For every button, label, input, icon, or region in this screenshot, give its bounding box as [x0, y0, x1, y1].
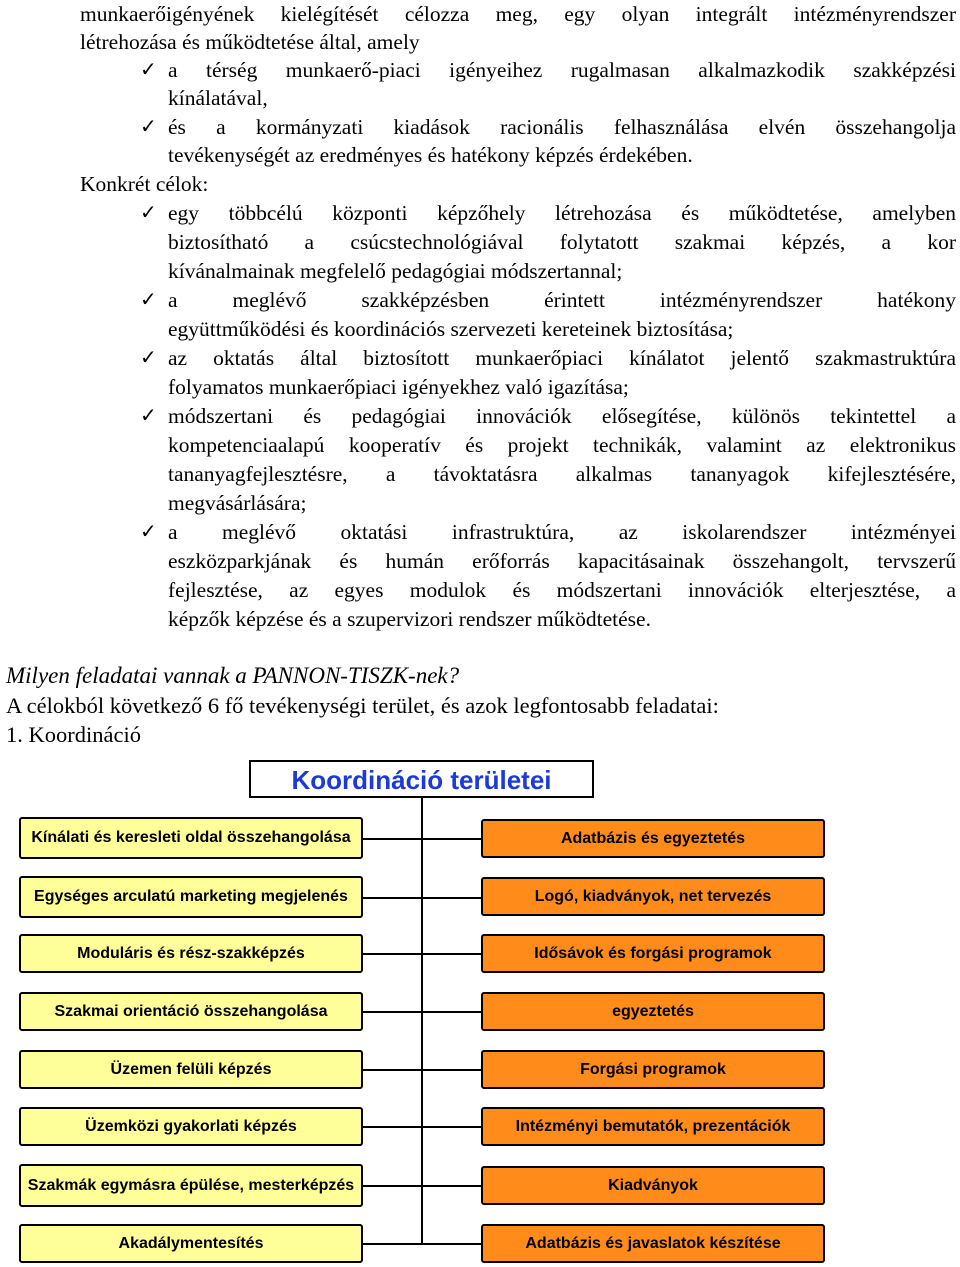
connector-right-5 [422, 1069, 481, 1071]
left-box-6: Üzemközi gyakorlati képzés [19, 1107, 363, 1146]
goal-5-line-2: eszközparkjának és humán erőforrás kapacitásainak összehangolt, tervszerű [168, 549, 956, 573]
goal-4-line-2: kompetenciaalapú kooperatív és projekt technikák, valamint az elektronikus [168, 433, 956, 457]
connector-left-5 [363, 1069, 422, 1071]
check-icon: ✓ [140, 116, 157, 138]
goal-3-line-2: folyamatos munkaerőpiaci igényekhez való igazítása; [168, 375, 629, 399]
goal-5-line-3: fejlesztése, az egyes modulok és módszertani innovációk elterjesztése, a [168, 578, 956, 602]
goal-3-line-1: az oktatás által biztosított munkaerőpiaci kínálatot jelentő szakmastruktúra [168, 346, 956, 370]
goal-4-line-1: módszertani és pedagógiai innovációk elősegítése, különös tekintettel a [168, 404, 956, 428]
goal-2-line-2: együttműködési és koordinációs szervezeti kereteinek biztosítása; [168, 317, 734, 341]
connector-left-6 [363, 1126, 422, 1128]
connector-left-8 [363, 1243, 422, 1245]
connector-left-7 [363, 1185, 422, 1187]
goal-2-line-1: a meglévő szakképzésben érintett intézményrendszer hatékony [168, 288, 956, 312]
right-box-8: Adatbázis és javaslatok készítése [481, 1224, 825, 1263]
connector-right-4 [422, 1011, 481, 1013]
connector-left-4 [363, 1011, 422, 1013]
check-icon: ✓ [140, 59, 157, 81]
left-box-7: Szakmák egymásra épülése, mesterképzés [19, 1164, 363, 1207]
connector-right-6 [422, 1126, 481, 1128]
intro-bullet-2-line-2: tevékenységét az eredményes és hatékony képzés érdekében. [168, 143, 693, 167]
connector-left-2 [363, 897, 422, 899]
right-box-1: Adatbázis és egyeztetés [481, 819, 825, 858]
right-box-7: Kiadványok [481, 1166, 825, 1205]
goal-4-line-3: tananyagfejlesztésre, a távoktatásra alkalmas tananyagok kifejlesztésére, [168, 462, 956, 486]
intro-line-2: létrehozása és működtetése által, amely [80, 30, 420, 54]
left-box-5: Üzemen felüli képzés [19, 1050, 363, 1089]
right-box-4: egyeztetés [481, 992, 825, 1031]
intro-bullet-1-line-2: kínálatával, [168, 86, 268, 110]
connector-right-7 [422, 1185, 481, 1187]
left-box-8: Akadálymentesítés [19, 1224, 363, 1263]
connector-left-1 [363, 838, 422, 840]
check-icon: ✓ [140, 289, 157, 311]
check-icon: ✓ [140, 405, 157, 427]
right-box-6: Intézményi bemutatók, prezentációk [481, 1107, 825, 1146]
goal-4-line-4: megvásárlására; [168, 491, 307, 515]
check-icon: ✓ [140, 347, 157, 369]
goal-1-line-3: kívánalmainak megfelelő pedagógiai módszertannal; [168, 259, 623, 283]
left-box-3: Moduláris és rész-szakképzés [19, 934, 363, 973]
check-icon: ✓ [140, 521, 157, 543]
right-box-3: Idősávok és forgási programok [481, 934, 825, 973]
connector-right-1 [422, 838, 481, 840]
connector-left-3 [363, 953, 422, 955]
goal-1-line-2: biztosítható a csúcstechnológiával folytatott szakmai képzés, a kor [168, 230, 956, 254]
question-heading: Milyen feladatai vannak a PANNON-TISZK-nek? [6, 663, 460, 688]
check-icon: ✓ [140, 202, 157, 224]
connector-right-8 [422, 1243, 481, 1245]
goal-5-line-4: képzők képzése és a szupervizori rendszer működtetése. [168, 607, 651, 631]
left-box-1: Kínálati és keresleti oldal összehangolása [19, 817, 363, 859]
answer-intro: A célokból következő 6 fő tevékenységi terület, és azok legfontosabb feladatai: [6, 693, 719, 718]
goal-1-line-1: egy többcélú központi képzőhely létrehozása és működtetése, amelyben [168, 201, 956, 225]
right-box-2: Logó, kiadványok, net tervezés [481, 877, 825, 916]
intro-bullet-1-line-1: a térség munkaerő-piaci igényeihez rugalmasan alkalmazkodik szakképzési [168, 58, 956, 82]
intro-line-1: munkaerőigényének kielégítését célozza meg, egy olyan integrált intézményrendszer [80, 2, 956, 26]
left-box-4: Szakmai orientáció összehangolása [19, 992, 363, 1031]
intro-bullet-2-line-1: és a kormányzati kiadások racionális felhasználása elvén összehangolja [168, 115, 956, 139]
connector-right-2 [422, 897, 481, 899]
section-title: 1. Koordináció [6, 722, 141, 747]
goal-5-line-1: a meglévő oktatási infrastruktúra, az iskolarendszer intézményei [168, 520, 956, 544]
connector-right-3 [422, 953, 481, 955]
left-box-2: Egységes arculatú marketing megjelenés [19, 876, 363, 918]
diagram-title: Koordináció területei [249, 760, 594, 798]
diagram-trunk-line [421, 798, 423, 1245]
konkret-label: Konkrét célok: [80, 172, 209, 196]
right-box-5: Forgási programok [481, 1050, 825, 1089]
